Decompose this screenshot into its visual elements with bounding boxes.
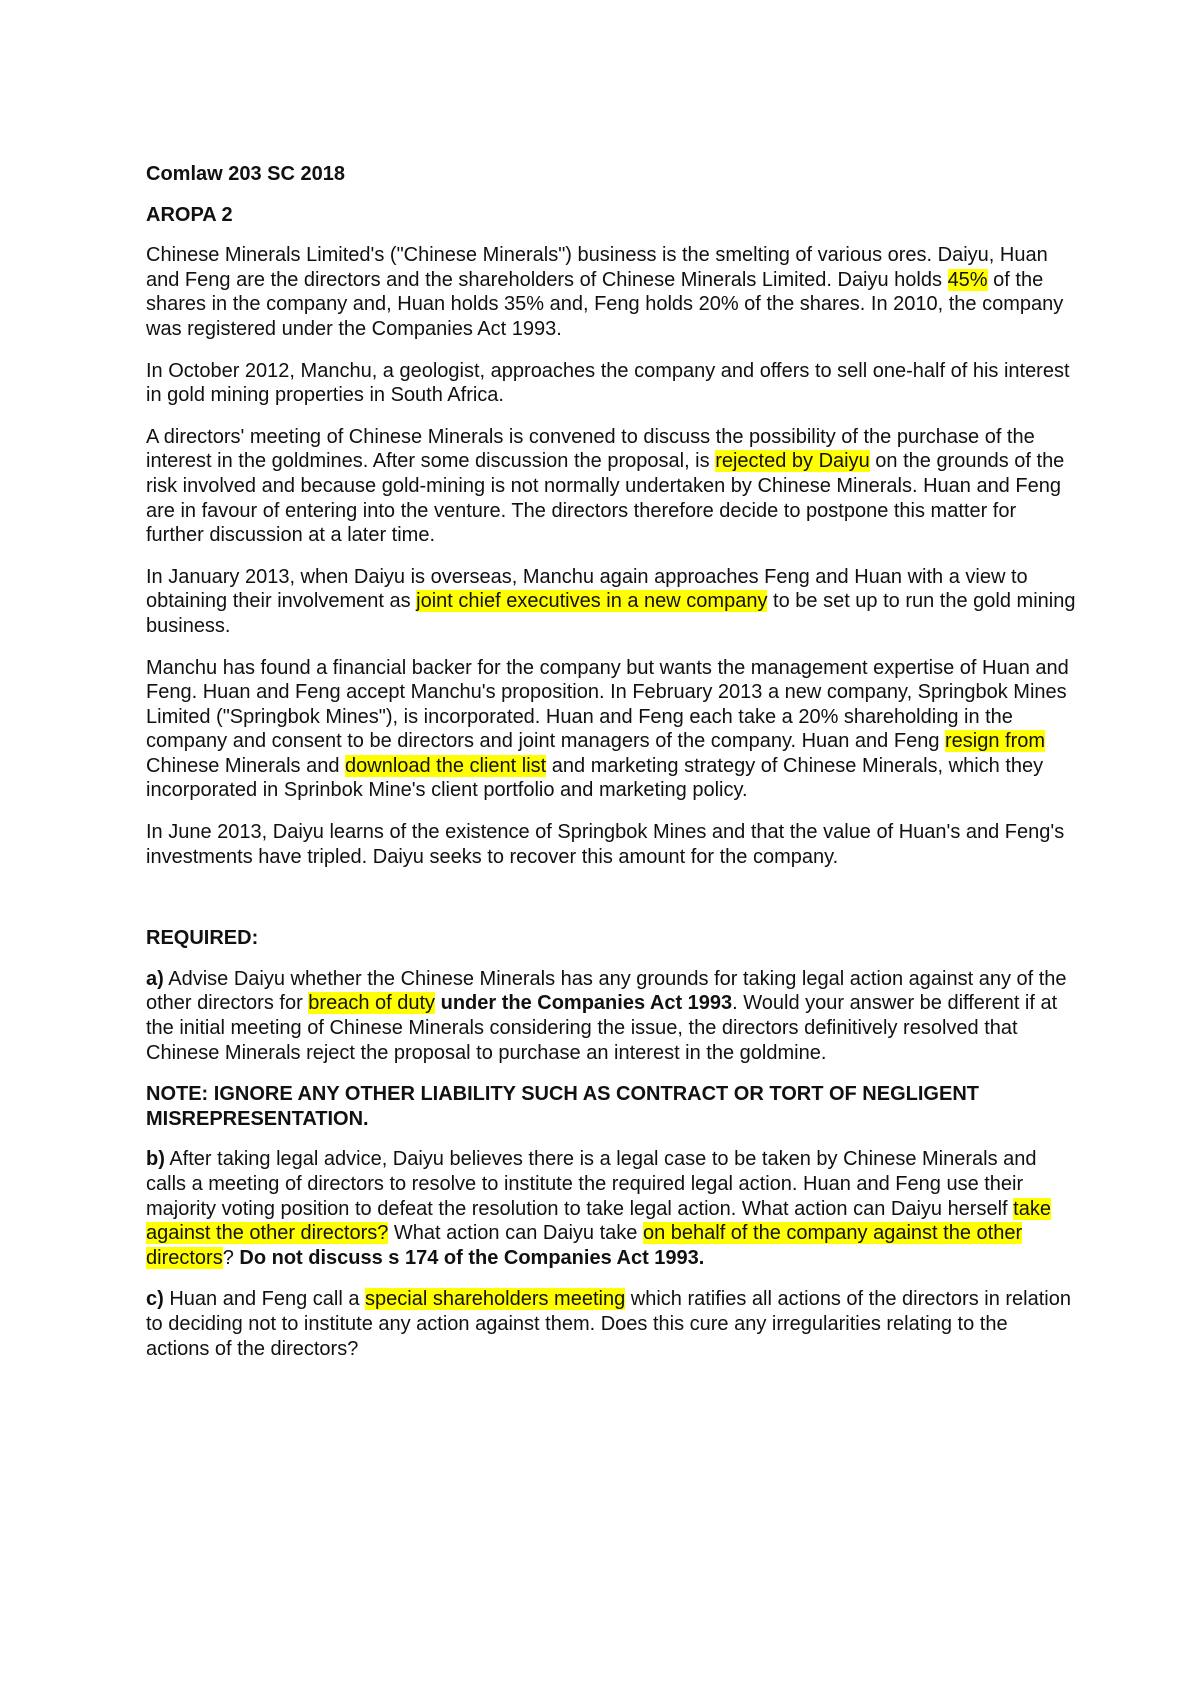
highlight: breach of duty xyxy=(308,992,436,1015)
highlight: take against the other directors? xyxy=(146,1197,1051,1245)
text: What action can Daiyu take xyxy=(388,1222,643,1245)
question-b xyxy=(146,1147,1076,1270)
text: on the grounds of the risk involved and because gold-mining is not normally undertaken by Chinese Minerals. Huan and Feng are in favour of entering into the venture. The directors therefore decide to postpone this matter for further discussion at a later time. xyxy=(146,450,1065,547)
paragraph-2: In October 2012, Manchu, a geologist, approaches the company and offers to sell one-half of his interest in gold mining properties in South Africa. xyxy=(146,359,1070,407)
text: Chinese Minerals Limited's ("Chinese Minerals") business is the smelting of various ores. Daiyu, Huan and Feng are the directors and the shareholders of Chinese Minerals Limited. Daiyu holds xyxy=(146,244,1048,291)
document-title: Comlaw 203 SC 2018 xyxy=(146,163,345,185)
question-label: a) xyxy=(146,967,164,990)
text: and marketing strategy of Chinese Minerals, which they incorporated in Sprinbok Mine's client portfolio and marketing policy. xyxy=(146,754,1044,802)
question-a xyxy=(146,967,1076,1065)
paragraph-4 xyxy=(146,565,1076,639)
text: . Would your answer be different if at the initial meeting of Chinese Minerals considering the issue, the directors definitively resolved that Chinese Minerals reject the proposal to purchase an interest in the goldmine. xyxy=(146,992,1058,1064)
highlight: joint chief executives in a new company xyxy=(416,590,768,613)
text: of the shares in the company and, Huan holds 35% and, Feng holds 20% of the shares. In 2010, the company was registered under the Companies Act 1993. xyxy=(146,268,1064,340)
question-label: c) xyxy=(146,1288,164,1311)
required-label: REQUIRED: xyxy=(146,927,259,950)
bold-text: under the Companies Act 1993 xyxy=(435,992,733,1015)
paragraph-1 xyxy=(146,243,1076,341)
question-c xyxy=(146,1287,1076,1361)
document-page xyxy=(146,162,1076,1378)
highlight: special shareholders meeting xyxy=(365,1288,626,1311)
document-subtitle: AROPA 2 xyxy=(146,203,233,226)
highlight: download the client list xyxy=(345,754,547,777)
paragraph-5 xyxy=(146,656,1076,804)
text: After taking legal advice, Daiyu believes there is a legal case to be taken by Chinese Minerals and calls a meeting of directors to resolve to institute the required legal action. Huan and Feng use their majority voting position to defeat the resolution to take legal action. What action can Daiyu herself xyxy=(146,1148,1037,1220)
text: A directors' meeting of Chinese Minerals is convened to discuss the possibility of the purchase of the interest in the goldmines. After some discussion the proposal, is xyxy=(146,425,1035,473)
note: NOTE: IGNORE ANY OTHER LIABILITY SUCH AS CONTRACT OR TORT OF NEGLIGENT MISREPRESENTATION. xyxy=(146,1083,979,1130)
text: which ratifies all actions of the directors in relation to deciding not to institute any action against them. Does this cure any irregularities relating to the actions of the directors? xyxy=(146,1288,1071,1360)
highlight: rejected by Daiyu xyxy=(715,450,870,473)
question-label: b) xyxy=(146,1148,165,1171)
paragraph-6: In June 2013, Daiyu learns of the existence of Springbok Mines and that the value of Huan's and Feng's investments have tripled. Daiyu seeks to recover this amount for the company. xyxy=(146,821,1065,868)
spacer xyxy=(146,886,1076,926)
highlight: resign from xyxy=(945,730,1046,753)
text: to be set up to run the gold mining business. xyxy=(146,590,1076,637)
text: Advise Daiyu whether the Chinese Minerals has any grounds for taking legal action against any of the other directors for xyxy=(146,967,1067,1015)
text: Manchu has found a financial backer for the company but wants the management expertise of Huan and Feng. Huan and Feng accept Manchu's proposition. In February 2013 a new company, Springbok Mines Limited ("Springbok Mines"), is incorporated. Huan and Feng each take a 20% shareholding in the company and consent to be directors and joint managers of the company. Huan and Feng xyxy=(146,656,1069,753)
text: In January 2013, when Daiyu is overseas, Manchu again approaches Feng and Huan with a view to obtaining their involvement as xyxy=(146,565,1028,613)
highlight: on behalf of the company against the other directors xyxy=(146,1222,1023,1269)
paragraph-3 xyxy=(146,425,1076,548)
bold-text: Do not discuss s 174 of the Companies Act 1993. xyxy=(239,1246,705,1269)
text: Chinese Minerals and xyxy=(146,754,345,777)
highlight: 45% xyxy=(947,268,988,291)
text: Huan and Feng call a xyxy=(163,1288,366,1311)
text: ? xyxy=(222,1246,240,1269)
